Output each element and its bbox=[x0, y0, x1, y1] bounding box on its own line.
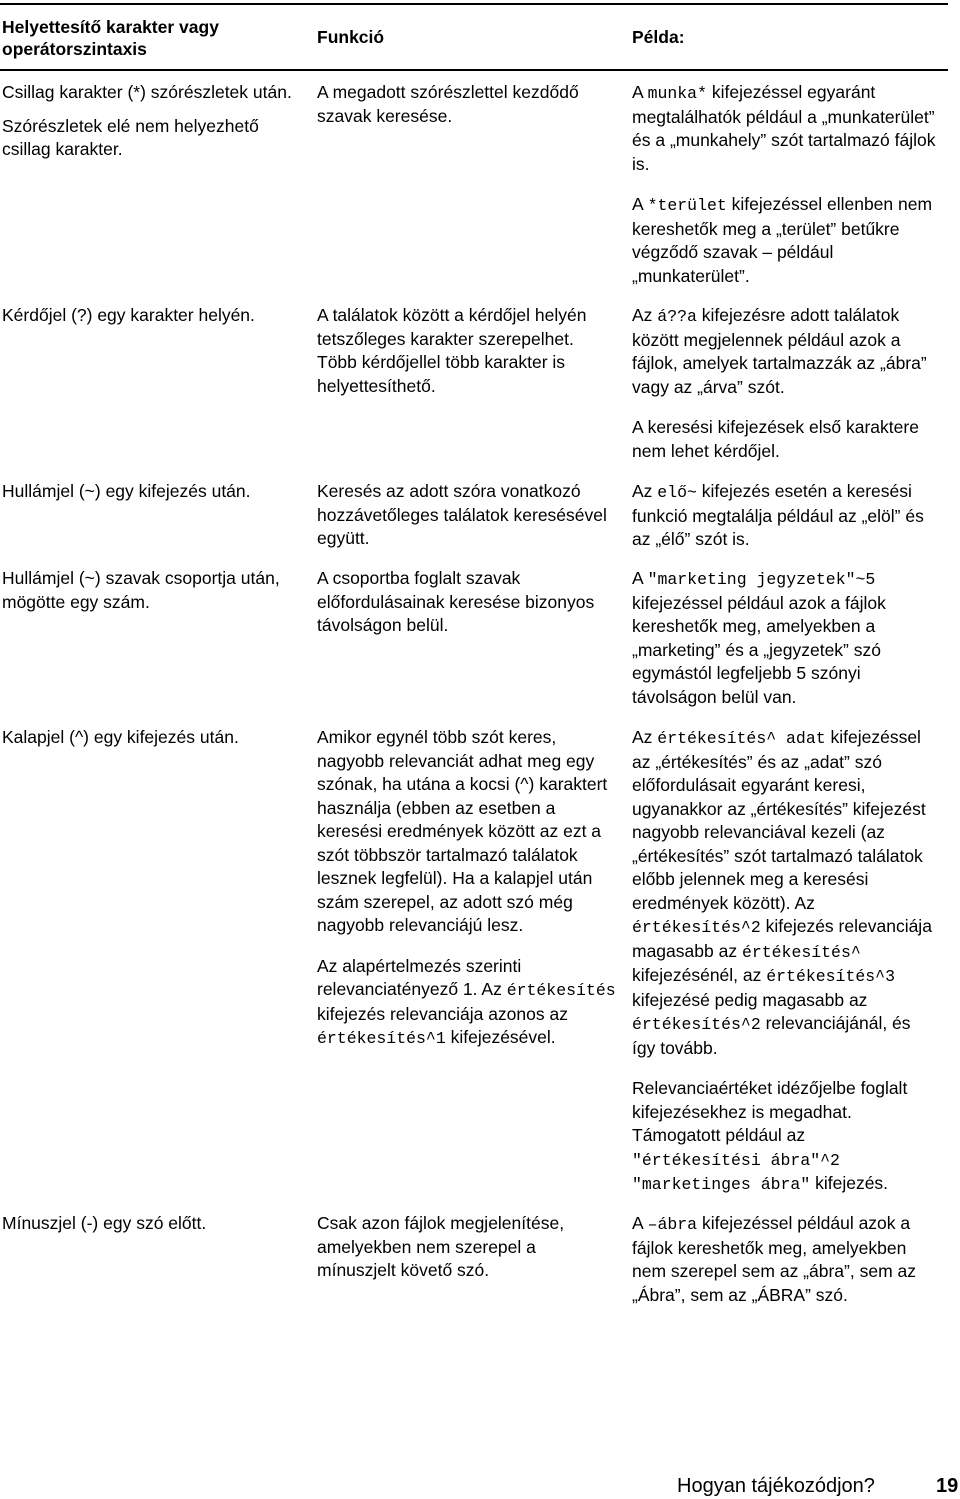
text-run: A keresési kifejezések első karaktere nem lehet kérdőjel. bbox=[632, 417, 919, 461]
code-term: "marketing jegyzetek"~5 bbox=[647, 570, 876, 589]
row-5-function-p2 bbox=[317, 955, 617, 1051]
row-2-operator bbox=[2, 304, 302, 328]
row-6-function bbox=[317, 1212, 617, 1283]
text-run: Az bbox=[632, 305, 658, 325]
row-2-function bbox=[317, 304, 617, 398]
row-2-function-text: A találatok között a kérdőjel helyén tetszőleges karakter szerepelhet. Több kérdőjellel több karakter is helyettesíthető. bbox=[317, 305, 587, 396]
row-5-function bbox=[317, 726, 617, 1051]
row-1-function-text: A megadott szórészlettel kezdődő szavak keresése. bbox=[317, 82, 579, 126]
text-run: A bbox=[632, 1213, 648, 1233]
page-footer bbox=[0, 1473, 958, 1499]
row-5-example-p2 bbox=[632, 1077, 937, 1197]
header-operator: Helyettesítő karakter vagy operátorszintaxis bbox=[2, 17, 219, 59]
text-run: relevanciájánál, és így tovább. bbox=[632, 1013, 911, 1058]
row-1-operator bbox=[2, 81, 302, 162]
code-term: értékesítés bbox=[506, 981, 616, 1000]
text-run: Amikor egynél több szót keres, nagyobb relevanciát adhat meg egy szónak, ha utána a kocsi (^) karaktert használja (ebben az esetben a keresési eredmények között az ezt a szót többször tartalmazó találatok lesznek legfelül). Ha a kalapjel után szám szerepel, az adott szó még nagyobb relevanciájú lesz. bbox=[317, 727, 608, 935]
row-2-example-p2 bbox=[632, 416, 937, 463]
text-run: kifejezéssel egyaránt megtalálhatók például a „munkaterület” és a „munkahely” szót tartalmazó fájlok is. bbox=[632, 82, 936, 174]
text-run: kifejezés. bbox=[810, 1173, 889, 1193]
text-run: kifejezéssel például azok a fájlok kereshetők meg, amelyekben nem szerepel sem az „ábra”, sem az „Ábra”, sem az „ÁBRA” szó. bbox=[632, 1213, 916, 1305]
row-3-function bbox=[317, 480, 617, 551]
row-5-function-p1 bbox=[317, 726, 617, 938]
text-run: A bbox=[632, 568, 648, 588]
header-example: Példa: bbox=[632, 27, 685, 47]
row-3-function-text: Keresés az adott szóra vonatkozó hozzávetőleges találatok keresésével együtt. bbox=[317, 481, 607, 548]
row-1-example-p1 bbox=[632, 81, 937, 176]
row-1-operator-text-2: Szórészletek elé nem helyezhető csillag karakter. bbox=[2, 115, 259, 159]
row-4-function bbox=[317, 567, 617, 638]
row-3-example-p1 bbox=[632, 480, 937, 552]
table-top-rule bbox=[0, 3, 948, 5]
text-run: Az bbox=[632, 481, 658, 501]
text-run: kifejezésénél, az bbox=[632, 965, 767, 985]
row-6-operator bbox=[2, 1212, 302, 1236]
row-4-function-text: A csoportba foglalt szavak előfordulásainak keresése bizonyos távolságon belül. bbox=[317, 568, 595, 635]
text-run: kifejezéssel például azok a fájlok kereshetők meg, amelyekben a „marketing” és a „jegyzetek” szó egymástól legfeljebb 5 szónyi távolságon belül van. bbox=[632, 592, 886, 707]
header-rule bbox=[0, 69, 948, 71]
code-term: értékesítés^3 bbox=[766, 967, 895, 986]
code-term: értékesítés^2 bbox=[632, 1015, 761, 1034]
page-number: 19 bbox=[936, 1475, 959, 1497]
code-term: elő~ bbox=[657, 483, 697, 502]
row-6-operator-text: Mínuszjel (-) egy szó előtt. bbox=[2, 1213, 207, 1233]
code-term: munka* bbox=[647, 84, 707, 103]
text-run: kifejezéssel ellenben nem kereshetők meg a „terület” betűkre végződő szavak – például „munkaterület”. bbox=[632, 194, 933, 286]
row-6-function-text: Csak azon fájlok megjelenítése, amelyekben nem szerepel a mínuszjelt követő szó. bbox=[317, 1213, 565, 1280]
text-run: Az bbox=[632, 727, 658, 747]
text-run: kifejezés esetén a keresési funkció megtalálja például az „elöl” és az „élő” szót is. bbox=[632, 481, 924, 549]
footer-title: Hogyan tájékozódjon? bbox=[677, 1475, 875, 1497]
row-3-operator-text: Hullámjel (~) egy kifejezés után. bbox=[2, 481, 251, 501]
code-term: *terület bbox=[647, 196, 727, 215]
text-run: Relevanciaértéket idézőjelbe foglalt kifejezésekhez is megadhat. Támogatott például az bbox=[632, 1078, 908, 1145]
text-run: A bbox=[632, 194, 648, 214]
row-6-example-p1 bbox=[632, 1212, 937, 1307]
code-term: "értékesítési ábra"^2 bbox=[632, 1150, 840, 1170]
row-4-example-p1 bbox=[632, 567, 937, 709]
row-3-operator bbox=[2, 480, 302, 504]
text-run: kifejezésével. bbox=[445, 1027, 556, 1047]
text-run: kifejezésre adott találatok között megjelennek például azok a fájlok, amelyek tartalmazzák az „ábra” vagy az „árva” szót. bbox=[632, 305, 927, 397]
row-1-example-p2 bbox=[632, 193, 937, 288]
code-term: –ábra bbox=[647, 1215, 698, 1234]
row-1-example bbox=[632, 81, 937, 288]
header-function: Funkció bbox=[317, 27, 385, 47]
row-4-operator bbox=[2, 567, 302, 614]
text-run: Az alapértelmezés szerinti relevanciatényező 1. Az bbox=[317, 955, 522, 999]
code-term: értékesítés^1 bbox=[317, 1029, 446, 1048]
code-term: értékesítés^2 bbox=[632, 918, 761, 937]
row-4-example bbox=[632, 567, 937, 709]
row-1-function bbox=[317, 81, 617, 128]
row-3-example bbox=[632, 480, 937, 552]
row-5-example-p1 bbox=[632, 726, 937, 1060]
text-run: kifejezés relevanciája azonos az bbox=[317, 1003, 568, 1024]
row-5-operator bbox=[2, 726, 302, 750]
row-2-example-p1 bbox=[632, 304, 937, 399]
code-term: "marketinges ábra" bbox=[632, 1175, 811, 1194]
code-term: á??a bbox=[657, 307, 697, 326]
text-run: kifejezéssel az „értékesítés” és az „adat” szó előfordulásait egyaránt keresi, ugyanakkor az „értékesítés” kifejezést nagyobb relevanciával kezeli (az „értékesítés” szót tartalmazó találatok előbb jelennek meg a keresési eredmények között). Az bbox=[632, 727, 926, 913]
code-term: értékesítés^ adat bbox=[657, 729, 826, 748]
text-run: A bbox=[632, 82, 648, 102]
row-5-operator-text: Kalapjel (^) egy kifejezés után. bbox=[2, 727, 239, 747]
text-run: kifejezés relevanciája magasabb az bbox=[632, 916, 932, 961]
row-6-example bbox=[632, 1212, 937, 1307]
row-2-example bbox=[632, 304, 937, 463]
text-run: kifejezésé pedig magasabb az bbox=[632, 989, 868, 1010]
row-4-operator-text: Hullámjel (~) szavak csoportja után, mögötte egy szám. bbox=[2, 568, 280, 612]
row-5-example bbox=[632, 726, 937, 1197]
code-term: értékesítés^ bbox=[741, 942, 861, 962]
row-2-operator-text: Kérdőjel (?) egy karakter helyén. bbox=[2, 305, 255, 325]
row-1-operator-text-1: Csillag karakter (*) szórészletek után. bbox=[2, 82, 292, 102]
